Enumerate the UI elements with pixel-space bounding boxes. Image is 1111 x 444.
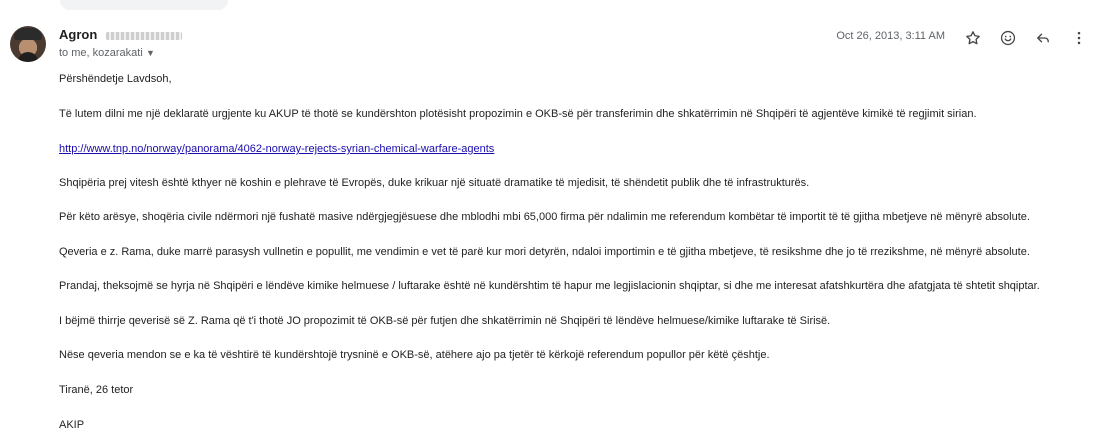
email-date: Oct 26, 2013, 3:11 AM [836, 30, 945, 42]
greeting: Përshëndetje Lavdsoh, [59, 73, 172, 85]
closing-place: Tiranë, 26 tetor [59, 384, 134, 396]
sender-name[interactable]: Agron [59, 27, 98, 42]
paragraph-situation: Shqipëria prej vitesh është kthyer në koshin e plehrave të Evropës, duke krikuar një situatë dramatike të mjedisit, të shëndetit publik dhe të infrastrukturës. [59, 177, 810, 189]
email-header [10, 26, 1111, 66]
avatar[interactable] [10, 26, 46, 62]
chevron-down-icon[interactable]: ▼ [146, 48, 155, 58]
reply-icon[interactable] [1031, 26, 1055, 50]
paragraph-government: Qeveria e z. Rama, duke marrë parasysh vullnetin e popullit, me vendimin e vet të parë kur mori detyrën, ndaloi importimin e të gjitha mbetjeve, të resikshme dhe jo të rrezikshme, në mënyrë absolute. [59, 246, 1030, 258]
recipients: to me, kozarakati [59, 47, 143, 59]
top-toolbar-edge [60, 0, 228, 10]
sender-address-redaction [106, 32, 182, 40]
emoji-icon[interactable] [996, 26, 1020, 50]
signature: AKIP [59, 419, 85, 431]
more-vert-icon[interactable] [1067, 26, 1091, 50]
paragraph-emphasis: Prandaj, theksojmë se hyrja në Shqipëri e lëndëve kimike helmuese / luftarake është në kundërshtim të hapur me legjislacionin shqiptar, si dhe me interesat afatshkurtëra dhe afatgjata të shtetit shqiptar. [59, 280, 1040, 292]
paragraph-call: I bëjmë thirrje qeverisë së Z. Rama që t'i thotë JO propozimit të OKB-së për futjen dhe shkatërrimin në Shqipëri të lëndëve helmuese/kimike luftarake të Sirisë. [59, 315, 831, 327]
paragraph-referendum: Nëse qeveria mendon se e ka të vështirë të kundërshtojë trysninë e OKB-së, atëhere ajo pa tjetër të kërkojë referendum popullor për këtë çështje. [59, 349, 770, 361]
article-link[interactable]: http://www.tnp.no/norway/panorama/4062-norway-rejects-syrian-chemical-warfare-agents [59, 143, 495, 155]
paragraph-reasons: Për këto arësye, shoqëria civile ndërmori një fushatë masive ndërgjegjësuese dhe mblodhi mbi 65,000 firma për ndalimin me referendum kombëtar të importit të të gjitha mbetjeve në mënyrë absolute. [59, 211, 1030, 223]
star-icon[interactable] [961, 26, 985, 50]
paragraph-request: Të lutem dilni me një deklaratë urgjente ku AKUP të thotë se kundërshton plotësisht propozimin e OKB-së për transferimin dhe shkatërrimin në Shqipëri të agjentëve kimikë të regjimit sirian. [59, 108, 977, 120]
